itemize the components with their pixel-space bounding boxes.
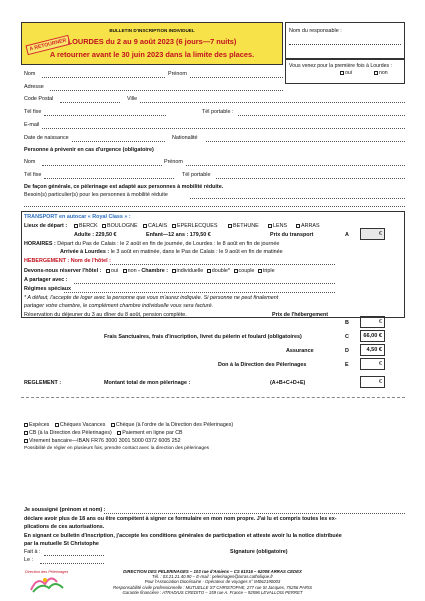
horaires-line xyxy=(24,241,279,247)
hotel-name-field[interactable] xyxy=(110,264,335,265)
form-title: BULLETIN D'INSCRIPTION INDIVIDUEL xyxy=(109,28,195,33)
responsible-label: Nom du responsable : xyxy=(289,28,342,34)
checkbox-bethune[interactable] xyxy=(228,224,232,228)
fait-label: Fait à : xyxy=(24,549,41,555)
tel-fixe-field[interactable] xyxy=(44,115,166,116)
lodging-note-2: partager votre chambre, le complément chambre individuelle vous sera facturé. xyxy=(24,303,214,309)
child-price: Enfant—12 ans : 179,50 € xyxy=(146,232,211,238)
responsible-box xyxy=(285,22,405,59)
checkbox-room-individual[interactable] xyxy=(172,269,176,273)
le-field[interactable] xyxy=(40,563,104,564)
letter-c: C xyxy=(345,334,349,340)
letter-e: E xyxy=(345,362,349,368)
checkbox-boulogne[interactable] xyxy=(102,224,106,228)
arrival-label: Arrivée à Lourdes : xyxy=(60,249,110,255)
return-deadline: A retourner avant le 30 juin 2023 dans la limite des places. xyxy=(49,50,255,59)
reglement-label: REGLEMENT : xyxy=(24,380,62,386)
donation-amount[interactable]: € xyxy=(360,358,385,370)
footer-address: DIRECTION DES PELERINAGES – 103 rue d'Amiens – CS 61016 – 62008 ARRAS CEDEX xyxy=(123,569,302,574)
first-time-box xyxy=(285,59,405,84)
departure-eperlecques[interactable] xyxy=(172,223,217,229)
pay-row-2 xyxy=(24,430,183,436)
pay-row-3 xyxy=(24,438,181,444)
lodging-title: HEBERGEMENT : Nom de l'hôtel : xyxy=(24,258,111,264)
nom-label: Nom xyxy=(24,71,36,77)
transport-price-label: Prix du transport xyxy=(270,232,314,238)
total-label: Montant total de mon pèlerinage : xyxy=(104,380,191,386)
total-formula: (A+B+C+D+E) xyxy=(270,380,306,386)
horaires-label: HORAIRES : xyxy=(24,241,56,247)
mobility-needs-label: Besoin(s) particulier(s) pour les personnes à mobilité réduite xyxy=(24,192,168,198)
checkbox-arras[interactable] xyxy=(296,224,300,228)
code-postal-field[interactable] xyxy=(60,102,120,103)
emergency-prenom-label: Prénom xyxy=(164,159,183,165)
reserve-yes-label: oui xyxy=(110,268,119,274)
adresse-label: Adresse xyxy=(24,84,44,90)
boulogne-label: BOULOGNE xyxy=(107,223,138,229)
emergency-tel-portable-field[interactable] xyxy=(216,178,405,179)
emergency-nom-label: Nom xyxy=(24,159,36,165)
date-naissance-label: Date de naissance xyxy=(24,135,69,141)
checkbox-card[interactable] xyxy=(24,431,28,435)
checkbox-berck[interactable] xyxy=(74,224,78,228)
departure-label: Lieux de départ : xyxy=(24,223,68,229)
prenom-label: Prénom xyxy=(168,71,187,77)
diet-field[interactable] xyxy=(64,292,335,293)
responsible-field[interactable] xyxy=(289,44,401,45)
calais-label: CALAIS xyxy=(148,223,168,229)
checkbox-calais[interactable] xyxy=(143,224,147,228)
first-time-question: Vous venez pour la première fois à Lourdes : xyxy=(289,63,392,69)
ville-label: Ville xyxy=(127,96,138,102)
lens-label: LENS xyxy=(273,223,288,229)
online-label: Paiement en ligne par CB xyxy=(122,430,183,436)
payment-note: Possibilité de régler en plusieurs fois, prendre contact avec la direction des pèlerinages xyxy=(24,446,210,451)
checkbox-lens[interactable] xyxy=(268,224,272,228)
footer-guarantee: Garantie financière : ATRADIUS CREDITO – 159 rue A. France – 92596 LEVALLOIS PERRET xyxy=(122,589,303,595)
emergency-title: Personne à prévenir en cas d'urgence (obligatoire) xyxy=(24,147,154,153)
checkbox-eperlecques[interactable] xyxy=(172,224,176,228)
email-field[interactable] xyxy=(42,128,405,129)
lunch-note: Réservation du déjeuner du 3 au dîner du 8 août, pension complète. xyxy=(24,312,187,318)
transport-amount[interactable]: € xyxy=(360,228,385,240)
fee-sanctuary-label: Frais Sanctuaires, frais d'inscription, livret du pèlerin et foulard (obligatoires) xyxy=(104,334,302,340)
checkbox-room-couple[interactable] xyxy=(234,269,238,273)
departure-calais[interactable] xyxy=(143,223,167,229)
le-label: Le : xyxy=(24,557,33,563)
nom-field[interactable] xyxy=(42,77,165,78)
return-stamp: A RETOURNER xyxy=(25,35,70,55)
footer xyxy=(0,569,425,595)
logo-text: Direction des Pèlerinages xyxy=(25,570,69,574)
tel-portable-field[interactable] xyxy=(238,115,405,116)
departure-lens[interactable] xyxy=(268,223,287,229)
first-time-yes[interactable] xyxy=(340,70,352,76)
nationalite-label: Nationalité xyxy=(172,135,198,141)
first-time-no[interactable] xyxy=(374,70,388,76)
lodging-amount[interactable]: € xyxy=(360,316,385,328)
ville-field[interactable] xyxy=(140,102,405,103)
card-label: CB (à la Direction des Pèlerinages) xyxy=(29,430,112,436)
mobility-needs-field-2[interactable] xyxy=(24,206,405,207)
room-individual-label: individuelle xyxy=(176,268,204,274)
fait-field[interactable] xyxy=(44,555,104,556)
arrival-text: le 3 août en matinée, dans le Pas de Calais : le 9 août en fin de matinée xyxy=(110,249,283,255)
lodging-note-1: * A défaut, l'accepte de loger avec la personne que vous m'aurez indiquée. Si personne ne peut finalement xyxy=(24,295,279,301)
horaires-arrival-line xyxy=(60,249,283,255)
signature-intro: Je soussigné (prénom et nom) : xyxy=(24,507,106,513)
cheque-label: Chèque (à l'ordre de la Direction des Pèlerinages) xyxy=(115,422,234,428)
signature-declaration-3: En signant ce bulletin d'inscription, j'accepte les conditions générales de participation et atteste avoir lu la notice distribuée xyxy=(24,533,342,539)
checkbox-room-triple[interactable] xyxy=(258,269,262,273)
adult-price: Adulte : 229,50 € xyxy=(74,232,117,238)
bethune-label: BETHUNE xyxy=(233,223,259,229)
yes-label: oui xyxy=(345,70,352,76)
letter-d: D xyxy=(345,348,349,354)
code-postal-label: Code Postal xyxy=(24,96,54,102)
checkbox-reserve-no[interactable] xyxy=(123,269,127,273)
total-amount[interactable]: € xyxy=(360,376,385,388)
arras-label: ARRAS xyxy=(301,223,320,229)
footer-insurance: Responsabilité civile professionnelle : MUTUELLE ST CHRISTOPHE, 277 rue St Jacques, 75256 PARIS xyxy=(112,584,313,590)
holiday-vouchers-label: Chèques Vacances xyxy=(59,422,106,428)
berck-label: BERCK xyxy=(79,223,98,229)
first-time-label xyxy=(289,63,403,69)
emergency-nom-field[interactable] xyxy=(42,165,162,166)
fee-sanctuary-amount: 66,00 € xyxy=(360,330,385,342)
reserve-row xyxy=(24,268,275,274)
trip-dates: LOURDES du 2 au 9 août 2023 (6 jours—7 nuits) xyxy=(67,37,237,46)
departure-arras[interactable] xyxy=(296,223,320,229)
nationalite-field[interactable] xyxy=(206,141,405,142)
signature-declaration-2: plications de ces autorisations. xyxy=(24,524,105,530)
footer-operator: Pour l'Association Diocésaine - Opérateur de voyages n° IM062190003 xyxy=(144,579,281,585)
footer-contact: Tél. : 03.21.21.40.90 – E-mail : pelerinages@arras.catholique.fr xyxy=(152,574,273,580)
signatory-name-field[interactable] xyxy=(104,513,405,514)
emergency-prenom-field[interactable] xyxy=(186,165,405,166)
checkbox-room-double[interactable] xyxy=(207,269,211,273)
checkbox-cheque[interactable] xyxy=(111,423,115,427)
date-naissance-field[interactable] xyxy=(72,141,165,142)
departure-bethune[interactable] xyxy=(228,223,259,229)
reserve-label: Devons-nous réserver l'hôtel : xyxy=(24,268,102,274)
checkbox-yes[interactable] xyxy=(340,71,344,75)
payment-separator xyxy=(21,397,405,398)
departure-boulogne[interactable] xyxy=(102,223,138,229)
no-label: non xyxy=(379,70,388,76)
lodging-price-label: Prix de l'hébergement xyxy=(272,312,329,318)
diet-label: Régimes spéciaux xyxy=(24,286,72,292)
checkbox-cash[interactable] xyxy=(24,423,28,427)
departure-berck[interactable] xyxy=(74,223,98,229)
adresse-field[interactable] xyxy=(50,90,283,91)
emergency-tel-portable-label: Tél portable xyxy=(182,172,211,178)
donation-label: Don à la Direction des Pèlerinages xyxy=(218,362,307,368)
mobility-statement: De façon générale, ce pèlerinage est adapté aux personnes à mobilité réduite. xyxy=(24,184,224,190)
tel-fixe-label: Tél fixe xyxy=(24,109,42,115)
room-double-label: double* xyxy=(211,268,230,274)
signature-declaration-1: déclare avoir plus de 18 ans ou être compétent à signer ce formulaire en mon nom propre. J'ai lu et compris toutes les ex- xyxy=(24,516,337,522)
checkbox-no[interactable] xyxy=(374,71,378,75)
cash-label: Espèces xyxy=(29,422,50,428)
signature-label: Signature (obligatoire) xyxy=(230,549,288,555)
room-triple-label: triple xyxy=(262,268,275,274)
email-label: E-mail xyxy=(24,122,40,128)
tel-portable-label: Tél portable : xyxy=(202,109,234,115)
eperlecques-label: EPERLECQUES xyxy=(177,223,218,229)
room-label: - Chambre : xyxy=(138,268,169,274)
horaires-departure: Départ du Pas de Calais : le 2 août en fin de journée, de Lourdes : le 8 août en fin de journée xyxy=(57,241,280,247)
transport-title: TRANSPORT en autocar « Royal Class » : xyxy=(24,214,131,220)
pay-row-1 xyxy=(24,422,233,428)
mobility-needs-field[interactable] xyxy=(190,198,405,199)
share-field[interactable] xyxy=(74,283,335,284)
checkbox-reserve-yes[interactable] xyxy=(106,269,110,273)
insurance-label: Assurance xyxy=(286,348,314,354)
transfer-label: Virement bancaire—IBAN FR76 3000 3001 5000 0372 6005 252 xyxy=(29,438,181,444)
signature-declaration-4: par la mutuelle St Christophe xyxy=(24,541,99,547)
reserve-no-label: non xyxy=(127,268,137,274)
room-couple-label: couple xyxy=(238,268,255,274)
prenom-field[interactable] xyxy=(190,77,283,78)
insurance-amount: 4,50 € xyxy=(360,344,385,356)
emergency-tel-fixe-field[interactable] xyxy=(44,178,174,179)
letter-b: B xyxy=(345,320,349,326)
emergency-tel-fixe-label: Tél fixe xyxy=(24,172,42,178)
checkbox-transfer[interactable] xyxy=(24,439,28,443)
checkbox-holiday-vouchers[interactable] xyxy=(55,423,59,427)
letter-a: A xyxy=(345,232,349,238)
checkbox-online[interactable] xyxy=(117,431,121,435)
share-label: A partager avec : xyxy=(24,277,68,283)
